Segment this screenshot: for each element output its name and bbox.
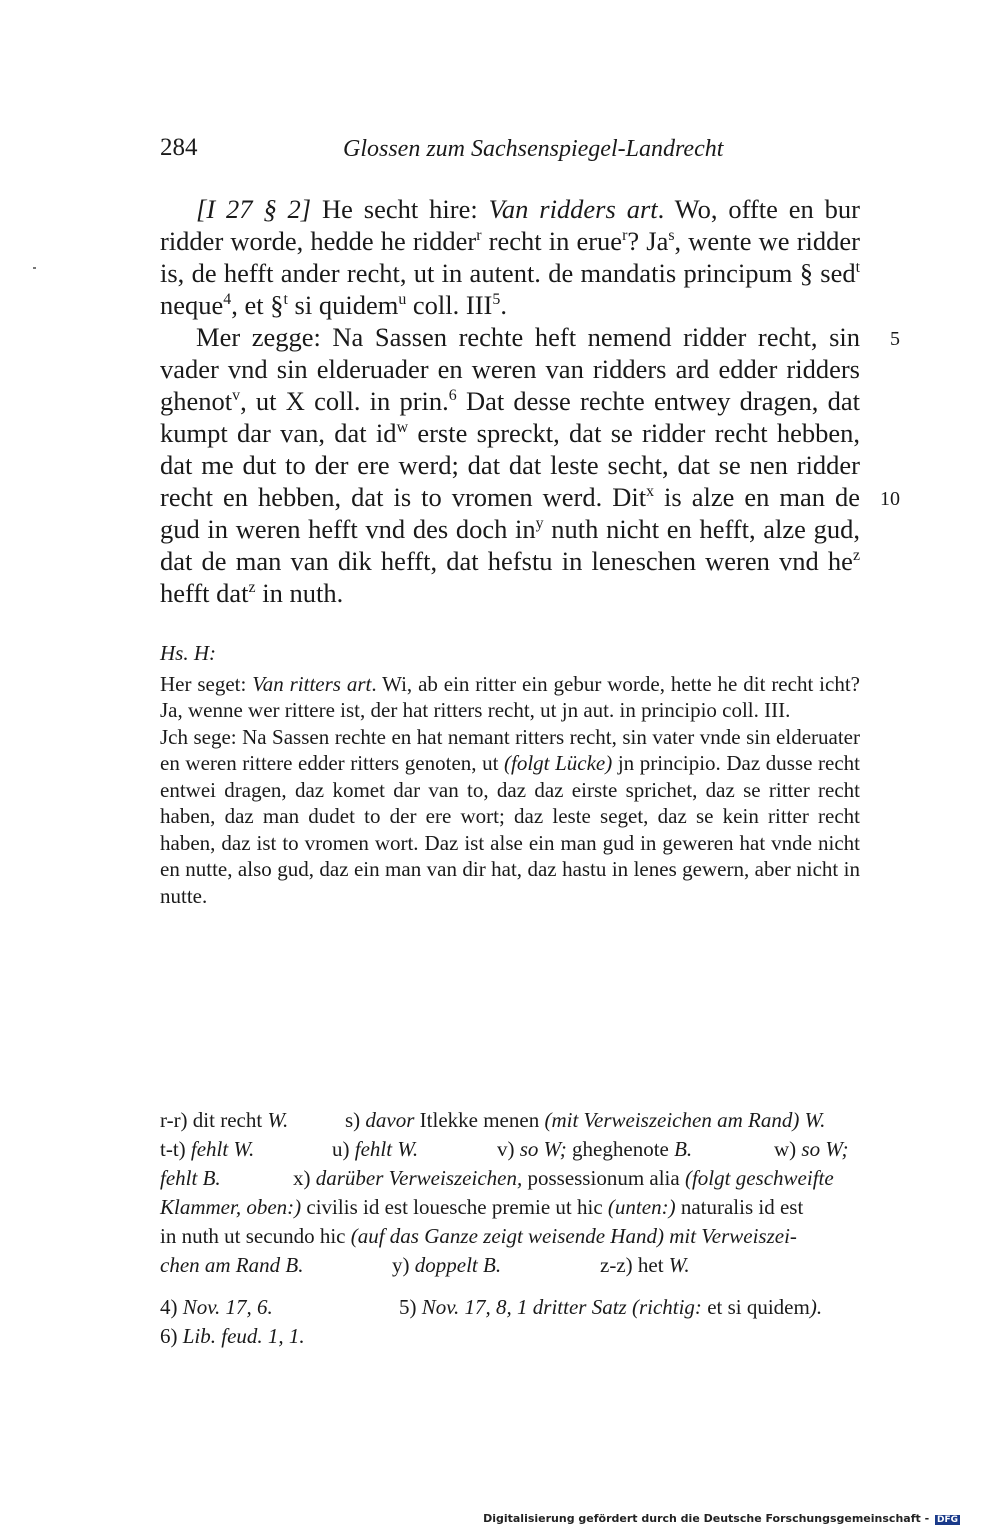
apparatus-line-6: chen am Rand B. y) doppelt B. z-z) het W. bbox=[160, 1251, 860, 1280]
main-paragraph-2: Mer zegge: Na Sassen rechte heft nemend ridder recht, sin vader vnd sin elderuader en weren van ridders ard edder ridders ghenot$^v$, ut X coll. in prin.$^6$ Dat desse rechte entwey dragen, dat kumpt dar van, dat $id^w$ erste spreckt, dat se ridder recht hebben, dat me dut to der ere werd; dat dat leste secht, dat se nen ridder recht en hebben, dat is to vromen werd. Dit$^x$ is alze en man de gud in weren hefft vnd des doch $in^y$ nuth nicht en hefft, alze gud, dat de man van dik hefft, dat hefstu in leneschen weren vnd $he^z$ hefft dat$^z$ in nuth. bbox=[160, 322, 861, 608]
reference-line-2 bbox=[160, 1322, 860, 1351]
main-text bbox=[160, 193, 860, 609]
dfg-logo: DFG bbox=[936, 1515, 958, 1525]
reference-6: 6) Lib. feud. 1, 1. bbox=[160, 1324, 305, 1348]
reference-4: 4) Nov. 17, 6. bbox=[160, 1295, 273, 1319]
apparatus-line-5: in nuth ut secundo hic (auf das Ganze zeigt weisende Hand) mit Verweiszei- bbox=[160, 1224, 797, 1248]
note-x: x) darüber Verweiszeichen, possessionum alia (folgt geschweifte bbox=[293, 1166, 834, 1190]
scan-speck bbox=[33, 267, 36, 269]
line-number-10: 10 bbox=[880, 488, 900, 510]
note-s: s) davor Itlekke menen (mit Verweiszeichen am Rand) W. bbox=[345, 1108, 826, 1132]
page-header bbox=[160, 134, 860, 174]
line-number-5: 5 bbox=[890, 328, 900, 350]
running-title: Glossen zum Sachsenspiegel-Landrecht bbox=[343, 136, 724, 162]
main-paragraph-1: [I 27 § 2] He secht hire: Van ridders art. Wo, offte en bur ridder worde, hedde he ridder$^r$ recht in erue$^r$? Ja$^s$, wente we ridder is, de hefft ander recht, ut in autent. de mandatis principum § sed$^t$ neque$^4$, et §$^t$ si quidem$^u$ coll. III$^5$. bbox=[160, 194, 860, 320]
note-w-cont: fehlt B. bbox=[160, 1166, 221, 1190]
note-t: t-t) fehlt W. bbox=[160, 1137, 255, 1161]
apparatus-line-2 bbox=[160, 1135, 860, 1164]
dfg-footer bbox=[483, 1512, 960, 1525]
note-y: y) doppelt B. bbox=[392, 1253, 502, 1277]
reference-line-1 bbox=[160, 1293, 860, 1322]
hs-h-label: Hs. H: bbox=[160, 641, 216, 665]
hs-h-variant bbox=[160, 640, 860, 909]
critical-apparatus bbox=[160, 1106, 860, 1280]
note-w: w) so W; bbox=[774, 1137, 849, 1161]
source-references bbox=[160, 1293, 860, 1351]
note-z: z-z) het W. bbox=[600, 1253, 690, 1277]
apparatus-line-1 bbox=[160, 1106, 860, 1135]
reference-5: 5) Nov. 17, 8, 1 dritter Satz (richtig: et si quidem). bbox=[399, 1295, 823, 1319]
apparatus-line-4: Klammer, oben:) civilis id est louesche premie ut hic (unten:) naturalis id est bbox=[160, 1195, 804, 1219]
note-v: v) so W; gheghenote B. bbox=[497, 1137, 693, 1161]
hs-h-paragraph-1: Her seget: Van ritters art. Wi, ab ein ritter ein gebur worde, hette he dit recht icht? Ja, wenne wer rittere ist, der hat ritters recht, ut jn aut. in principio coll. III. bbox=[160, 671, 860, 722]
page-number: 284 bbox=[160, 134, 198, 161]
note-r: r-r) dit recht W. bbox=[160, 1108, 289, 1132]
apparatus-line-3 bbox=[160, 1164, 860, 1193]
note-u: u) fehlt W. bbox=[332, 1137, 419, 1161]
footer-text: Digitalisierung gefördert durch die Deutsche Forschungsgemeinschaft - bbox=[483, 1512, 930, 1525]
hs-h-paragraph-2: Jch sege: Na Sassen rechte en hat nemant ritters recht, sin vater vnde sin elderuater en weren rittere edder ritters genoten, ut (folgt Lücke) jn principio. Daz dusse recht entwei dragen, daz komet dar van to, daz daz eirste sprichet, daz se ritter recht haben, daz man dudet to der ere wort; daz leste seget, daz se kein ritter recht haben, daz ist to vromen wort. Daz ist alse ein man gud in geweren hat vnde nicht en nutte, also gud, daz ein man van dir hat, daz hastu in lenes gewern, aber nicht in nutte. bbox=[160, 724, 860, 908]
